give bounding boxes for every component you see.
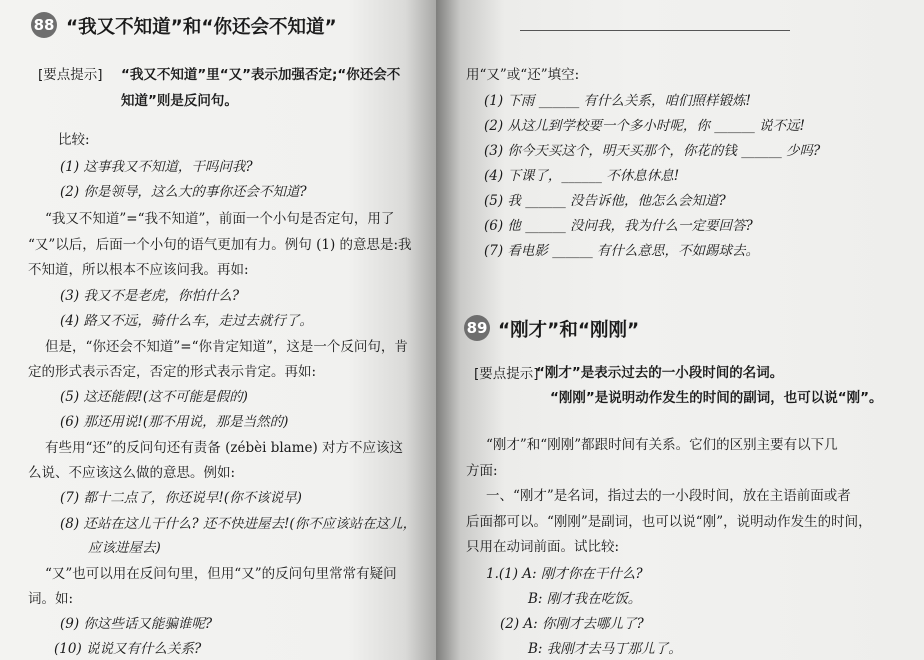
header-rule (520, 30, 790, 31)
exercise-4: (4) 下课了，______ 不休息休息! (484, 168, 680, 184)
paragraph-2-line-3: 只用在动词前面。试比较: (466, 539, 620, 555)
example-8-line-2: 应该进屋去) (88, 540, 161, 556)
example-6: (6) 那还用说!(那不用说，那是当然的) (60, 414, 289, 430)
example-9: (9) 你这些话又能骗谁呢? (60, 616, 213, 632)
section-number-badge: 88 (31, 12, 57, 38)
tip-text-line-2: “刚刚”是说明动作发生的时间的副词，也可以说“刚”。 (550, 390, 883, 406)
paragraph-1-line-2: 方面: (466, 463, 498, 479)
exercise-2: (2) 从这儿到学校要一个多小时呢，你 ______ 说不远! (484, 118, 805, 134)
paragraph-1-line-2: “又”以后，后面一个小句的语气更加有力。例句 (1) 的意思是:我 (28, 237, 412, 253)
paragraph-2-line-2: 定的形式表示否定，否定的形式表示肯定。再如: (28, 364, 317, 380)
tip-text-line-1: “我又不知道”里“又”表示加强否定;“你还会不 (121, 67, 401, 83)
paragraph-1-line-1: “刚才”和“刚刚”都跟时间有关系。它们的区别主要有以下几 (486, 437, 838, 453)
tip-label: [要点提示] (474, 366, 539, 382)
dialogue-1-b: B: 刚才我在吃饭。 (528, 591, 642, 607)
exercise-6: (6) 他 ______ 没问我，我为什么一定要回答? (484, 218, 753, 234)
example-3: (3) 我又不是老虎，你怕什么? (60, 288, 240, 304)
paragraph-2-line-1: 但是，“你还会不知道”=“你肯定知道”，这是一个反问句，肯 (45, 339, 408, 355)
paragraph-3-line-1: 有些用“还”的反问句还有责备 (zébèi blame) 对方不应该这 (45, 440, 404, 456)
right-page (436, 0, 924, 660)
paragraph-3-line-2: 么说、不应该这么做的意思。例如: (28, 465, 236, 481)
left-page (0, 0, 436, 660)
section-number-badge: 89 (464, 315, 490, 341)
paragraph-2-line-2: 后面都可以。“刚刚”是副词，也可以说“刚”，说明动作发生的时间， (466, 514, 872, 530)
example-8-line-1: (8) 还站在这儿干什么? 还不快进屋去!(你不应该站在这儿， (60, 516, 417, 532)
paragraph-4-line-1: “又”也可以用在反问句里，但用“又”的反问句里常常有疑问 (45, 566, 397, 582)
tip-text-line-1: “刚才”是表示过去的一小段时间的名词。 (536, 365, 784, 381)
paragraph-1-line-1: “我又不知道”=“我不知道”，前面一个小句是否定句，用了 (45, 211, 395, 227)
paragraph-1-line-3: 不知道，所以根本不应该问我。再如: (28, 262, 249, 278)
example-10: (10) 说说又有什么关系? (54, 641, 202, 657)
tip-label: [要点提示] (38, 67, 103, 83)
dialogue-2-b: B: 我刚才去马丁那儿了。 (528, 641, 682, 657)
fill-in-instruction: 用“又”或“还”填空: (466, 67, 580, 83)
exercise-3: (3) 你今天买这个，明天买那个，你花的钱 ______ 少吗? (484, 143, 821, 159)
exercise-7: (7) 看电影 ______ 有什么意思，不如踢球去。 (484, 243, 759, 259)
paragraph-4-line-2: 词。如: (28, 591, 74, 607)
exercise-5: (5) 我 ______ 没告诉他，他怎么会知道? (484, 193, 726, 209)
section-title: “我又不知道”和“你还会不知道” (66, 17, 337, 38)
tip-text-line-2: 知道”则是反问句。 (121, 93, 238, 109)
example-1: (1) 这事我又不知道，干吗问我? (60, 159, 253, 175)
section-title: “刚才”和“刚刚” (498, 320, 640, 341)
example-5: (5) 这还能假!(这不可能是假的) (60, 389, 248, 405)
exercise-1: (1) 下雨 ______ 有什么关系，咱们照样锻炼! (484, 93, 751, 109)
dialogue-1-a: 1.(1) A: 刚才你在干什么? (486, 566, 643, 582)
example-2: (2) 你是领导，这么大的事你还会不知道? (60, 184, 307, 200)
dialogue-2-a: (2) A: 你刚才去哪儿了? (500, 616, 644, 632)
example-4: (4) 路又不远，骑什么车，走过去就行了。 (60, 313, 313, 329)
example-7: (7) 都十二点了，你还说早!(你不该说早) (60, 490, 302, 506)
compare-label: 比较: (58, 132, 90, 148)
paragraph-2-line-1: 一、“刚才”是名词，指过去的一小段时间，放在主语前面或者 (486, 488, 851, 504)
